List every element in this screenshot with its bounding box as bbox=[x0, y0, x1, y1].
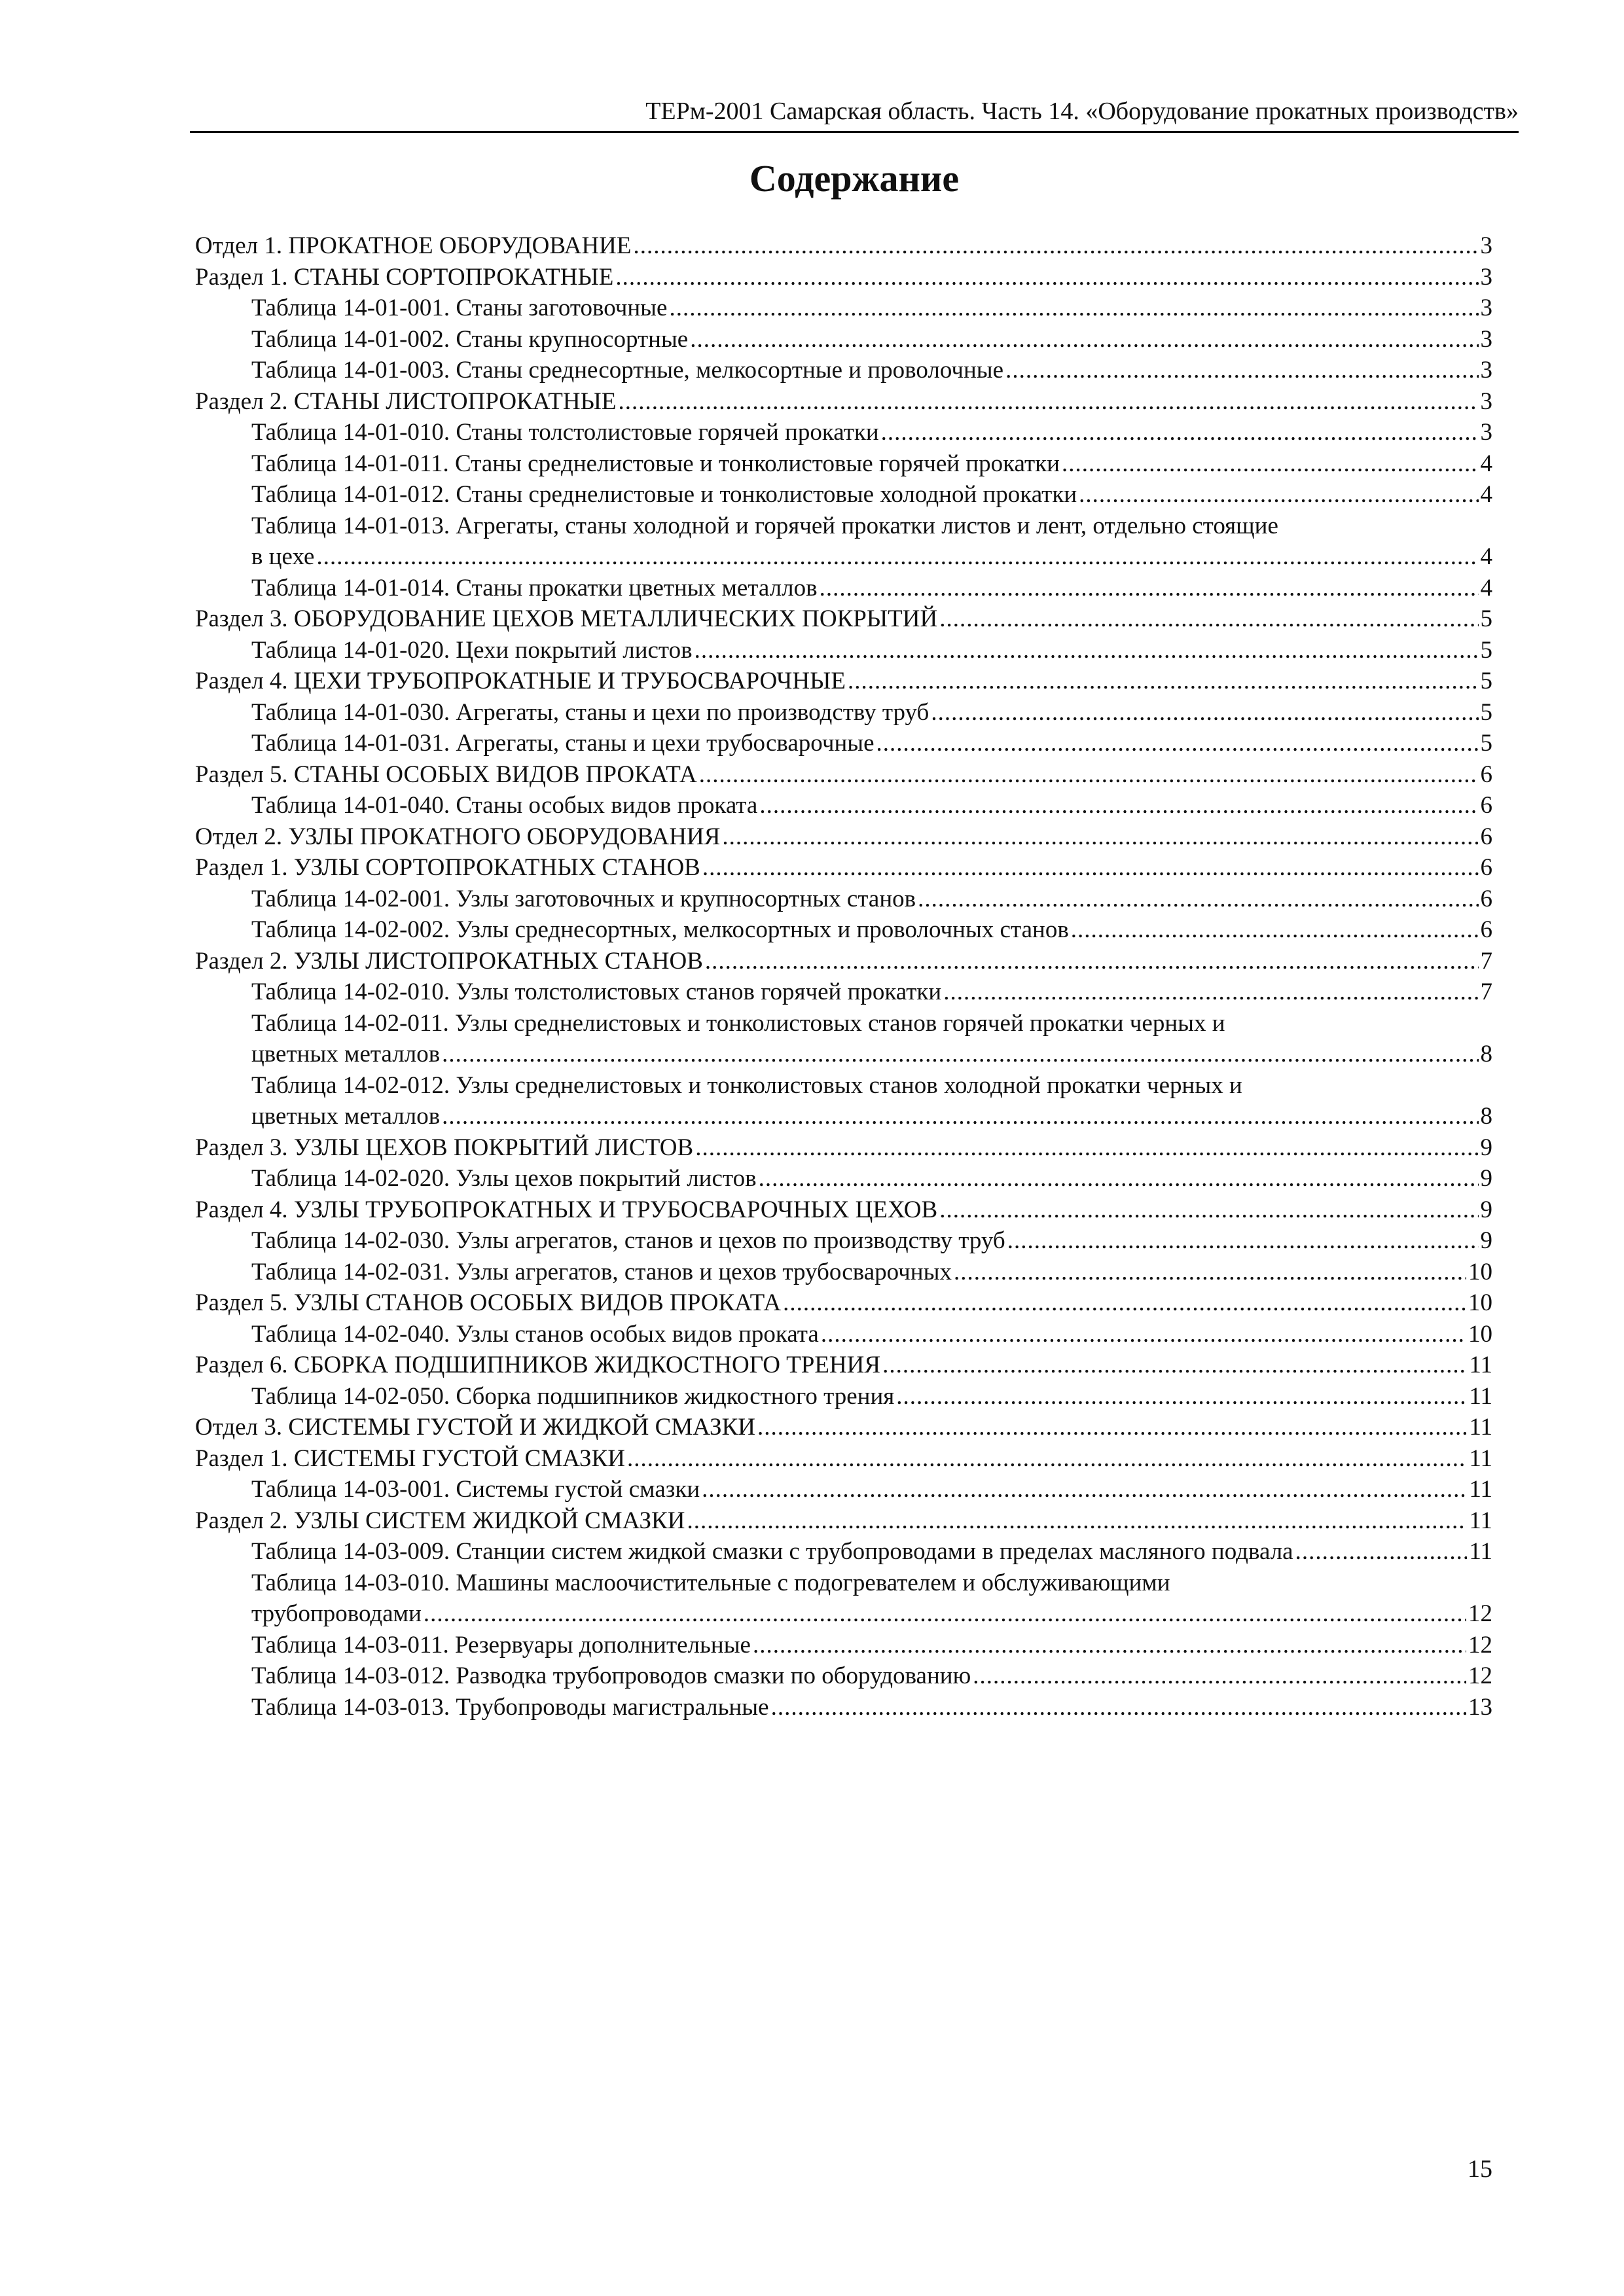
dot-leader bbox=[918, 884, 1478, 915]
toc-entry-page: 9 bbox=[1480, 1165, 1492, 1192]
toc-entry[interactable] bbox=[195, 1287, 1492, 1319]
toc-entry-page: 11 bbox=[1469, 1414, 1492, 1441]
toc-entry[interactable] bbox=[195, 697, 1492, 728]
toc-entry[interactable] bbox=[195, 1070, 1492, 1132]
toc-entry[interactable] bbox=[195, 946, 1492, 977]
toc-entry-title: Таблица 14-02-002. Узлы среднесортных, мелкосортных и проволочных станов bbox=[251, 916, 1069, 943]
toc-entry-title: Таблица 14-01-020. Цехи покрытий листов bbox=[251, 636, 693, 664]
toc-entry[interactable] bbox=[195, 1163, 1492, 1194]
toc-entry[interactable] bbox=[195, 1412, 1492, 1443]
toc-entry-page: 6 bbox=[1480, 885, 1492, 912]
dot-leader bbox=[424, 1598, 1466, 1630]
toc-entry[interactable] bbox=[195, 355, 1492, 386]
dot-leader bbox=[759, 790, 1478, 821]
toc-entry-page: 3 bbox=[1480, 387, 1492, 415]
dot-leader bbox=[876, 728, 1479, 759]
toc-entry-title: Таблица 14-02-020. Узлы цехов покрытий листов bbox=[251, 1165, 757, 1192]
toc-entry-title: Таблица 14-01-031. Агрегаты, станы и цехи трубосварочные bbox=[251, 730, 875, 757]
toc-entry[interactable] bbox=[195, 1630, 1492, 1661]
page-title: Содержание bbox=[749, 157, 960, 200]
toc-entry[interactable] bbox=[195, 821, 1492, 853]
dot-leader bbox=[881, 417, 1479, 448]
dot-leader bbox=[757, 1412, 1467, 1443]
toc-entry-title: Отдел 1. ПРОКАТНОЕ ОБОРУДОВАНИЕ bbox=[195, 232, 632, 259]
toc-entry-page: 6 bbox=[1480, 761, 1492, 788]
toc-entry-title: Таблица 14-01-001. Станы заготовочные bbox=[251, 295, 668, 321]
toc-entry-page: 11 bbox=[1469, 1476, 1492, 1503]
toc-entry-title: Таблица 14-02-011. Узлы среднелистовых и тонколистовых станов горячей прокатки черных и bbox=[251, 1009, 1225, 1037]
toc-entry-title: Таблица 14-03-001. Системы густой смазки bbox=[251, 1476, 700, 1503]
toc-entry-page: 7 bbox=[1480, 978, 1492, 1005]
toc-entry-title: Раздел 1. СТАНЫ СОРТОПРОКАТНЫЕ bbox=[195, 263, 614, 291]
toc-entry-title: Раздел 1. СИСТЕМЫ ГУСТОЙ СМАЗКИ bbox=[195, 1444, 625, 1472]
toc-entry[interactable] bbox=[195, 914, 1492, 946]
toc-entry[interactable] bbox=[195, 1381, 1492, 1412]
dot-leader bbox=[753, 1630, 1466, 1661]
page-header: ТЕРм-2001 Самарская область. Часть 14. «Оборудование прокатных производств» bbox=[190, 96, 1519, 133]
toc-entry-continuation: цветных металлов bbox=[251, 1103, 441, 1130]
toc-entry[interactable] bbox=[195, 1257, 1492, 1288]
toc-entry-page: 3 bbox=[1480, 419, 1492, 446]
toc-entry-page: 6 bbox=[1480, 823, 1492, 850]
dot-leader bbox=[442, 1101, 1478, 1132]
toc-entry[interactable] bbox=[195, 448, 1492, 480]
toc-entry-title: Отдел 2. УЗЛЫ ПРОКАТНОГО ОБОРУДОВАНИЯ bbox=[195, 823, 721, 850]
toc-entry[interactable] bbox=[195, 1008, 1492, 1070]
toc-entry[interactable] bbox=[195, 790, 1492, 821]
toc-entry-title: Таблица 14-03-013. Трубопроводы магистральные bbox=[251, 1693, 769, 1721]
toc-entry-title: Таблица 14-01-011. Станы среднелистовые и тонколистовые горячей прокатки bbox=[251, 450, 1060, 477]
toc-entry-title: Раздел 5. УЗЛЫ СТАНОВ ОСОБЫХ ВИДОВ ПРОКАТА bbox=[195, 1289, 782, 1316]
toc-entry-page: 11 bbox=[1469, 1382, 1492, 1410]
toc-entry-title: Таблица 14-03-012. Разводка трубопроводов смазки по оборудованию bbox=[251, 1662, 971, 1689]
toc-entry-page: 9 bbox=[1480, 1227, 1492, 1254]
dot-leader bbox=[939, 603, 1478, 635]
toc-entry-title: Раздел 6. СБОРКА ПОДШИПНИКОВ ЖИДКОСТНОГО ТРЕНИЯ bbox=[195, 1352, 881, 1378]
toc-entry-page: 12 bbox=[1468, 1600, 1492, 1627]
toc-entry[interactable] bbox=[195, 479, 1492, 511]
toc-entry[interactable] bbox=[195, 1474, 1492, 1505]
toc-entry-title: Отдел 3. СИСТЕМЫ ГУСТОЙ И ЖИДКОЙ СМАЗКИ bbox=[195, 1414, 755, 1441]
dot-leader bbox=[1079, 479, 1478, 511]
toc-entry[interactable] bbox=[195, 1692, 1492, 1723]
toc-entry-title: Раздел 4. ЦЕХИ ТРУБОПРОКАТНЫЕ И ТРУБОСВАРОЧНЫЕ bbox=[195, 668, 846, 694]
dot-leader bbox=[695, 1132, 1478, 1164]
toc-entry-page: 3 bbox=[1480, 263, 1492, 291]
toc-entry[interactable] bbox=[195, 1505, 1492, 1537]
dot-leader bbox=[848, 666, 1479, 697]
table-of-contents bbox=[195, 230, 1492, 1723]
toc-entry[interactable] bbox=[195, 603, 1492, 635]
dot-leader bbox=[931, 697, 1478, 728]
toc-entry-page: 4 bbox=[1480, 574, 1492, 601]
toc-entry-page: 13 bbox=[1468, 1693, 1492, 1721]
toc-entry[interactable] bbox=[195, 573, 1492, 604]
toc-entry-page: 12 bbox=[1468, 1662, 1492, 1689]
dot-leader bbox=[771, 1692, 1466, 1723]
dot-leader bbox=[1071, 914, 1479, 946]
toc-entry-title: Таблица 14-03-010. Машины маслоочистительные с подогревателем и обслуживающими bbox=[251, 1569, 1170, 1596]
dot-leader bbox=[634, 230, 1479, 262]
toc-entry-title: Таблица 14-02-031. Узлы агрегатов, станов и цехов трубосварочных bbox=[251, 1258, 952, 1285]
toc-entry[interactable] bbox=[195, 666, 1492, 697]
toc-entry-page: 5 bbox=[1480, 730, 1492, 757]
toc-entry-page: 3 bbox=[1480, 325, 1492, 353]
dot-leader bbox=[954, 1257, 1466, 1288]
dot-leader bbox=[699, 759, 1479, 791]
dot-leader bbox=[316, 541, 1478, 573]
dot-leader bbox=[669, 293, 1478, 324]
toc-entry-page: 11 bbox=[1469, 1538, 1492, 1565]
toc-entry[interactable] bbox=[195, 1660, 1492, 1692]
toc-entry[interactable] bbox=[195, 852, 1492, 884]
toc-entry-page: 8 bbox=[1480, 1103, 1492, 1130]
toc-entry-title: Таблица 14-02-030. Узлы агрегатов, станов и цехов по производству труб bbox=[251, 1227, 1005, 1254]
toc-entry-page: 12 bbox=[1468, 1631, 1492, 1659]
toc-entry[interactable] bbox=[195, 1443, 1492, 1475]
toc-entry[interactable] bbox=[195, 1350, 1492, 1381]
toc-entry-title: Раздел 1. УЗЛЫ СОРТОПРОКАТНЫХ СТАНОВ bbox=[195, 854, 700, 881]
dot-leader bbox=[695, 635, 1479, 666]
toc-entry-title: Таблица 14-01-014. Станы прокатки цветных металлов bbox=[251, 574, 818, 601]
toc-entry-title: Таблица 14-03-009. Станции систем жидкой смазки с трубопроводами в пределах масляного подвала bbox=[251, 1538, 1293, 1565]
toc-entry-title: Таблица 14-01-040. Станы особых видов проката bbox=[251, 792, 758, 819]
dot-leader bbox=[442, 1039, 1478, 1070]
toc-entry-page: 10 bbox=[1468, 1289, 1492, 1316]
toc-entry[interactable] bbox=[195, 977, 1492, 1008]
toc-entry[interactable] bbox=[195, 635, 1492, 666]
toc-entry[interactable] bbox=[195, 386, 1492, 418]
dot-leader bbox=[1005, 355, 1478, 386]
toc-entry-title: Раздел 3. ОБОРУДОВАНИЕ ЦЕХОВ МЕТАЛЛИЧЕСКИХ ПОКРЫТИЙ bbox=[195, 605, 938, 632]
toc-entry-title: Таблица 14-01-012. Станы среднелистовые и тонколистовые холодной прокатки bbox=[251, 481, 1077, 508]
toc-entry-continuation: в цехе bbox=[251, 543, 315, 570]
dot-leader bbox=[615, 262, 1478, 293]
toc-entry-title: Раздел 4. УЗЛЫ ТРУБОПРОКАТНЫХ И ТРУБОСВАРОЧНЫХ ЦЕХОВ bbox=[195, 1196, 938, 1223]
toc-entry-page: 3 bbox=[1480, 357, 1492, 384]
toc-entry-page: 10 bbox=[1468, 1258, 1492, 1285]
toc-entry-title: Раздел 3. УЗЛЫ ЦЕХОВ ПОКРЫТИЙ ЛИСТОВ bbox=[195, 1134, 694, 1161]
dot-leader bbox=[882, 1350, 1467, 1381]
dot-leader bbox=[1062, 448, 1479, 480]
page-number: 15 bbox=[1468, 2155, 1492, 2183]
dot-leader bbox=[820, 573, 1479, 604]
toc-entry[interactable] bbox=[195, 324, 1492, 355]
toc-entry-title: Таблица 14-02-040. Узлы станов особых видов проката bbox=[251, 1320, 819, 1348]
dot-leader bbox=[1007, 1225, 1479, 1257]
toc-entry[interactable] bbox=[195, 1194, 1492, 1226]
toc-entry-title: Таблица 14-01-013. Агрегаты, станы холодной и горячей прокатки листов и лент, отдельно стоящие bbox=[251, 512, 1278, 539]
toc-entry-title: Раздел 5. СТАНЫ ОСОБЫХ ВИДОВ ПРОКАТА bbox=[195, 761, 697, 788]
dot-leader bbox=[702, 1474, 1467, 1505]
dot-leader bbox=[943, 977, 1478, 1008]
toc-entry[interactable] bbox=[195, 884, 1492, 915]
toc-entry[interactable] bbox=[195, 728, 1492, 759]
toc-entry-page: 4 bbox=[1480, 481, 1492, 508]
toc-entry-page: 11 bbox=[1469, 1444, 1492, 1472]
toc-entry-page: 4 bbox=[1480, 450, 1492, 477]
toc-entry-page: 3 bbox=[1480, 232, 1492, 259]
toc-entry[interactable] bbox=[195, 1319, 1492, 1350]
dot-leader bbox=[705, 946, 1479, 977]
dot-leader bbox=[759, 1163, 1479, 1194]
toc-entry-page: 6 bbox=[1480, 854, 1492, 881]
toc-entry-page: 9 bbox=[1480, 1134, 1492, 1161]
dot-leader bbox=[627, 1443, 1467, 1475]
toc-entry-title: Таблица 14-03-011. Резервуары дополнительные bbox=[251, 1631, 751, 1659]
toc-entry[interactable] bbox=[195, 759, 1492, 791]
toc-entry-page: 6 bbox=[1480, 792, 1492, 819]
toc-entry-title: Таблица 14-02-001. Узлы заготовочных и крупносортных станов bbox=[251, 885, 916, 912]
toc-entry-page: 5 bbox=[1480, 605, 1492, 632]
dot-leader bbox=[687, 1505, 1467, 1537]
toc-entry-title: Таблица 14-01-030. Агрегаты, станы и цехи по производству труб bbox=[251, 698, 929, 726]
toc-entry[interactable] bbox=[195, 293, 1492, 324]
toc-entry-title: Раздел 2. УЗЛЫ ЛИСТОПРОКАТНЫХ СТАНОВ bbox=[195, 947, 703, 975]
dot-leader bbox=[1295, 1536, 1468, 1568]
toc-entry-page: 5 bbox=[1480, 668, 1492, 694]
toc-entry-title: Таблица 14-01-002. Станы крупносортные bbox=[251, 325, 689, 353]
toc-entry-title: Раздел 2. УЗЛЫ СИСТЕМ ЖИДКОЙ СМАЗКИ bbox=[195, 1507, 685, 1534]
toc-entry-page: 4 bbox=[1480, 543, 1492, 570]
toc-entry-continuation: цветных металлов bbox=[251, 1041, 441, 1067]
dot-leader bbox=[783, 1287, 1466, 1319]
toc-entry-page: 6 bbox=[1480, 916, 1492, 943]
toc-entry-page: 7 bbox=[1480, 947, 1492, 975]
toc-entry-page: 11 bbox=[1469, 1352, 1492, 1378]
toc-entry-page: 10 bbox=[1468, 1320, 1492, 1348]
toc-entry-title: Таблица 14-01-010. Станы толстолистовые горячей прокатки bbox=[251, 419, 879, 446]
toc-entry[interactable] bbox=[195, 511, 1492, 573]
toc-entry-page: 5 bbox=[1480, 636, 1492, 664]
toc-entry-page: 11 bbox=[1469, 1507, 1492, 1534]
toc-entry-page: 8 bbox=[1480, 1041, 1492, 1067]
toc-entry-title: Таблица 14-02-012. Узлы среднелистовых и тонколистовых станов холодной прокатки черных и bbox=[251, 1071, 1242, 1099]
toc-entry-title: Раздел 2. СТАНЫ ЛИСТОПРОКАТНЫЕ bbox=[195, 387, 617, 415]
toc-entry[interactable] bbox=[195, 1132, 1492, 1164]
dot-leader bbox=[973, 1660, 1466, 1692]
toc-entry-title: Таблица 14-01-003. Станы среднесортные, мелкосортные и проволочные bbox=[251, 357, 1004, 384]
toc-entry-page: 5 bbox=[1480, 698, 1492, 726]
toc-entry-page: 9 bbox=[1480, 1196, 1492, 1223]
dot-leader bbox=[618, 386, 1478, 418]
toc-entry[interactable] bbox=[195, 417, 1492, 448]
toc-entry[interactable] bbox=[195, 230, 1492, 262]
toc-entry[interactable] bbox=[195, 1225, 1492, 1257]
toc-entry-continuation: трубопроводами bbox=[251, 1600, 422, 1627]
dot-leader bbox=[690, 324, 1478, 355]
toc-entry[interactable] bbox=[195, 262, 1492, 293]
dot-leader bbox=[939, 1194, 1478, 1226]
toc-entry[interactable] bbox=[195, 1568, 1492, 1630]
dot-leader bbox=[821, 1319, 1466, 1350]
dot-leader bbox=[722, 821, 1478, 853]
dot-leader bbox=[896, 1381, 1467, 1412]
toc-entry-title: Таблица 14-02-050. Сборка подшипников жидкостного трения bbox=[251, 1382, 895, 1410]
toc-entry-page: 3 bbox=[1480, 295, 1492, 321]
toc-entry-title: Таблица 14-02-010. Узлы толстолистовых станов горячей прокатки bbox=[251, 978, 942, 1005]
dot-leader bbox=[702, 852, 1479, 884]
toc-entry[interactable] bbox=[195, 1536, 1492, 1568]
